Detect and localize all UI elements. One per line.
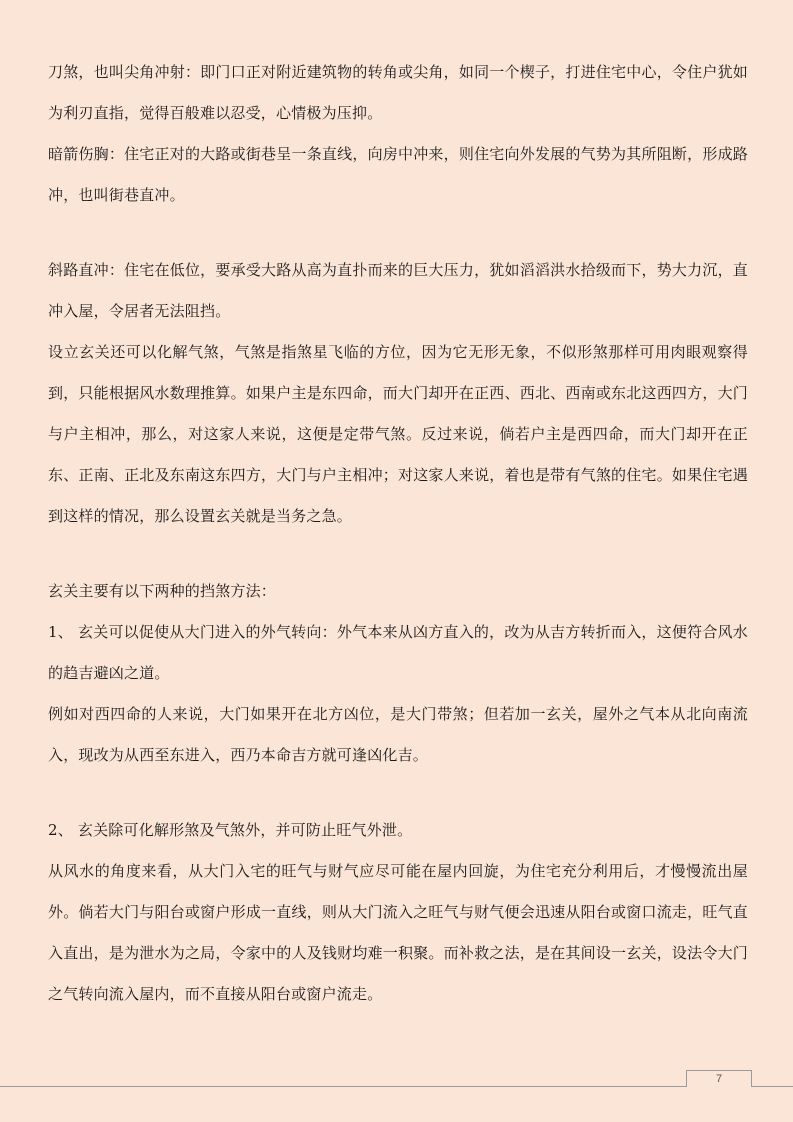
paragraph-spacer [48,537,748,571]
paragraph-method-two-detail: 从风水的角度来看，从大门入宅的旺气与财气应尽可能在屋内回旋，为住宅充分利用后，才慢慢流出屋外。倘若大门与阳台或窗户形成一直线，则从大门流入之旺气与财气便会迅速从阳台或窗口流走，旺气直入直出，是为泄水为之局，令家中的人及钱财均难一积聚。而补救之法，是在其间设一玄关，设法令大门之气转向流入屋内，而不直接从阳台或窗户流走。 [48,862,748,1003]
paragraph-method-one-example: 例如对西四命的人来说，大门如果开在北方凶位，是大门带煞；但若加一玄关，屋外之气本从北向南流入，现改为从西至东进入，西乃本命吉方就可逢凶化吉。 [48,705,748,764]
paragraph-method-two: 2、 玄关除可化解形煞及气煞外，并可防止旺气外泄。 [48,821,413,839]
paragraph-spacer [48,776,748,810]
footer-divider [0,1086,793,1087]
paragraph-qi-sha: 设立玄关还可以化解气煞，气煞是指煞星飞临的方位，因为它无形无象，不似形煞那样可用肉眼观察得到，只能根据风水数理推算。如果户主是东四命，而大门却开在正西、西北、西南或东北这西四方，大门与户主相冲，那么，对这家人来说，这便是定带气煞。反过来说，倘若户主是西四命，而大门却开在正东、正南、正北及东南这东四方，大门与户主相冲；对这家人来说，着也是带有气煞的住宅。如果住宅遇到这样的情况，那么设置玄关就是当务之急。 [48,343,748,525]
paragraph-method-one: 1、 玄关可以促使从大门进入的外气转向：外气本来从凶方直入的，改为从吉方转折而入，这便符合风水的趋吉避凶之道。 [48,623,748,682]
document-body [48,52,748,1015]
paragraph-methods-intro: 玄关主要有以下两种的挡煞方法： [48,582,277,600]
page-number: 7 [686,1070,752,1087]
paragraph-spacer [48,216,748,250]
paragraph-slant-road: 斜路直冲：住宅在低位，要承受大路从高为直扑而来的巨大压力，犹如滔滔洪水拾级而下，势大力沉，直冲入屋，令居者无法阻挡。 [48,261,748,320]
paragraph-blade-sha: 刀煞，也叫尖角冲射：即门口正对附近建筑物的转角或尖角，如同一个楔子，打进住宅中心，令住户犹如为利刃直指，觉得百般难以忍受，心情极为压抑。 [48,63,748,122]
paragraph-road-rush: 暗箭伤胸：住宅正对的大路或街巷呈一条直线，向房中冲来，则住宅向外发展的气势为其所阻断，形成路冲，也叫街巷直冲。 [48,145,748,204]
